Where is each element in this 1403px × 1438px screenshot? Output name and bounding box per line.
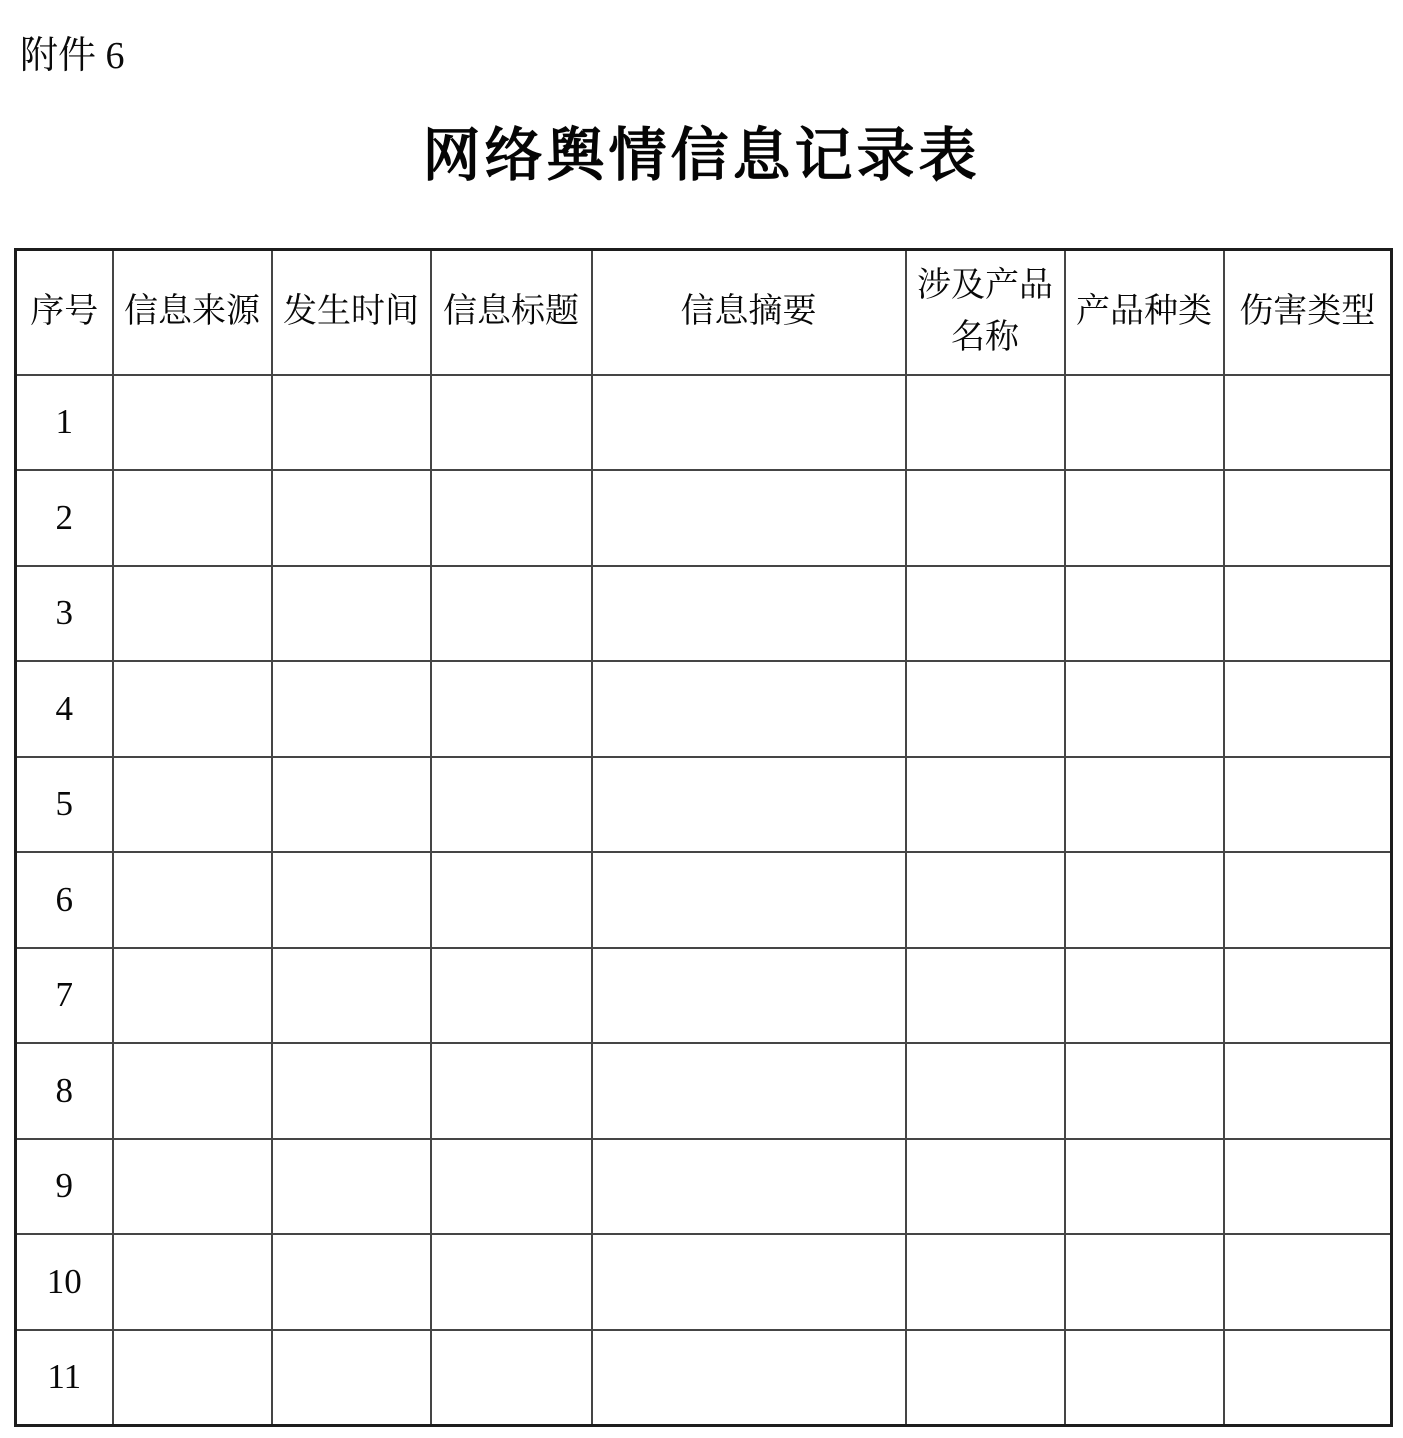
empty-cell-information-source xyxy=(113,661,272,757)
empty-cell-injury-type xyxy=(1224,1234,1392,1330)
col-header-involved-product-name: 涉及产品名称 xyxy=(906,250,1065,375)
empty-cell-information-summary xyxy=(592,1139,906,1235)
row-number-cell: 7 xyxy=(16,948,113,1044)
table-row xyxy=(16,661,1392,757)
table-header xyxy=(16,250,1392,375)
empty-cell-information-title xyxy=(431,948,592,1044)
empty-cell-information-source xyxy=(113,1139,272,1235)
empty-cell-injury-type xyxy=(1224,1043,1392,1139)
empty-cell-information-summary xyxy=(592,566,906,662)
row-number-cell: 8 xyxy=(16,1043,113,1139)
empty-cell-involved-product-name xyxy=(906,375,1065,471)
empty-cell-product-category xyxy=(1065,757,1224,853)
empty-cell-information-title xyxy=(431,852,592,948)
table-row xyxy=(16,1330,1392,1426)
empty-cell-involved-product-name xyxy=(906,470,1065,566)
empty-cell-information-source xyxy=(113,566,272,662)
table-row xyxy=(16,1234,1392,1330)
row-number-cell: 9 xyxy=(16,1139,113,1235)
empty-cell-information-title xyxy=(431,1043,592,1139)
empty-cell-product-category xyxy=(1065,470,1224,566)
empty-cell-information-title xyxy=(431,1139,592,1235)
empty-cell-injury-type xyxy=(1224,661,1392,757)
empty-cell-injury-type xyxy=(1224,566,1392,662)
col-header-information-summary: 信息摘要 xyxy=(592,250,906,375)
empty-cell-involved-product-name xyxy=(906,757,1065,853)
empty-cell-information-title xyxy=(431,757,592,853)
empty-cell-information-summary xyxy=(592,948,906,1044)
empty-cell-occurrence-time xyxy=(272,661,431,757)
empty-cell-information-summary xyxy=(592,1234,906,1330)
col-header-information-title: 信息标题 xyxy=(431,250,592,375)
empty-cell-injury-type xyxy=(1224,375,1392,471)
record-table xyxy=(14,248,1393,1427)
empty-cell-injury-type xyxy=(1224,470,1392,566)
empty-cell-occurrence-time xyxy=(272,566,431,662)
col-header-serial-number: 序号 xyxy=(16,250,113,375)
empty-cell-involved-product-name xyxy=(906,948,1065,1044)
empty-cell-information-title xyxy=(431,470,592,566)
empty-cell-product-category xyxy=(1065,1043,1224,1139)
empty-cell-injury-type xyxy=(1224,1139,1392,1235)
row-number-cell: 10 xyxy=(16,1234,113,1330)
empty-cell-product-category xyxy=(1065,566,1224,662)
empty-cell-injury-type xyxy=(1224,757,1392,853)
row-number-cell: 2 xyxy=(16,470,113,566)
empty-cell-information-source xyxy=(113,1043,272,1139)
page-title: 网络舆情信息记录表 xyxy=(422,123,981,188)
table-row xyxy=(16,1043,1392,1139)
table-row xyxy=(16,375,1392,471)
empty-cell-information-title xyxy=(431,661,592,757)
empty-cell-product-category xyxy=(1065,852,1224,948)
empty-cell-information-summary xyxy=(592,757,906,853)
empty-cell-product-category xyxy=(1065,1234,1224,1330)
empty-cell-occurrence-time xyxy=(272,470,431,566)
row-number-cell: 6 xyxy=(16,852,113,948)
empty-cell-product-category xyxy=(1065,1139,1224,1235)
empty-cell-involved-product-name xyxy=(906,661,1065,757)
empty-cell-information-source xyxy=(113,948,272,1044)
empty-cell-involved-product-name xyxy=(906,566,1065,662)
empty-cell-information-summary xyxy=(592,375,906,471)
empty-cell-information-title xyxy=(431,1330,592,1426)
empty-cell-occurrence-time xyxy=(272,1330,431,1426)
empty-cell-information-source xyxy=(113,375,272,471)
empty-cell-product-category xyxy=(1065,948,1224,1044)
col-header-occurrence-time: 发生时间 xyxy=(272,250,431,375)
empty-cell-information-source xyxy=(113,852,272,948)
empty-cell-involved-product-name xyxy=(906,1043,1065,1139)
row-number-cell: 11 xyxy=(16,1330,113,1426)
table-row xyxy=(16,1139,1392,1235)
table-row xyxy=(16,566,1392,662)
empty-cell-product-category xyxy=(1065,661,1224,757)
empty-cell-information-summary xyxy=(592,661,906,757)
empty-cell-involved-product-name xyxy=(906,1139,1065,1235)
empty-cell-occurrence-time xyxy=(272,757,431,853)
empty-cell-injury-type xyxy=(1224,852,1392,948)
empty-cell-product-category xyxy=(1065,1330,1224,1426)
row-number-cell: 5 xyxy=(16,757,113,853)
table-header-row xyxy=(16,250,1392,375)
table-body xyxy=(16,375,1392,1426)
table-row xyxy=(16,948,1392,1044)
empty-cell-occurrence-time xyxy=(272,1139,431,1235)
empty-cell-information-summary xyxy=(592,852,906,948)
empty-cell-injury-type xyxy=(1224,1330,1392,1426)
empty-cell-information-title xyxy=(431,375,592,471)
empty-cell-information-title xyxy=(431,1234,592,1330)
empty-cell-information-source xyxy=(113,470,272,566)
empty-cell-information-source xyxy=(113,1234,272,1330)
table-row xyxy=(16,852,1392,948)
col-header-information-source: 信息来源 xyxy=(113,250,272,375)
table-row xyxy=(16,757,1392,853)
empty-cell-involved-product-name xyxy=(906,852,1065,948)
row-number-cell: 4 xyxy=(16,661,113,757)
empty-cell-occurrence-time xyxy=(272,1234,431,1330)
empty-cell-information-summary xyxy=(592,1043,906,1139)
row-number-cell: 3 xyxy=(16,566,113,662)
attachment-label: 附件 6 xyxy=(20,35,125,77)
empty-cell-information-title xyxy=(431,566,592,662)
empty-cell-involved-product-name xyxy=(906,1330,1065,1426)
empty-cell-occurrence-time xyxy=(272,1043,431,1139)
table-row xyxy=(16,470,1392,566)
empty-cell-information-summary xyxy=(592,1330,906,1426)
empty-cell-occurrence-time xyxy=(272,948,431,1044)
col-header-injury-type: 伤害类型 xyxy=(1224,250,1392,375)
empty-cell-occurrence-time xyxy=(272,375,431,471)
empty-cell-involved-product-name xyxy=(906,1234,1065,1330)
empty-cell-injury-type xyxy=(1224,948,1392,1044)
row-number-cell: 1 xyxy=(16,375,113,471)
empty-cell-information-source xyxy=(113,1330,272,1426)
empty-cell-information-source xyxy=(113,757,272,853)
empty-cell-occurrence-time xyxy=(272,852,431,948)
col-header-product-category: 产品种类 xyxy=(1065,250,1224,375)
empty-cell-information-summary xyxy=(592,470,906,566)
empty-cell-product-category xyxy=(1065,375,1224,471)
